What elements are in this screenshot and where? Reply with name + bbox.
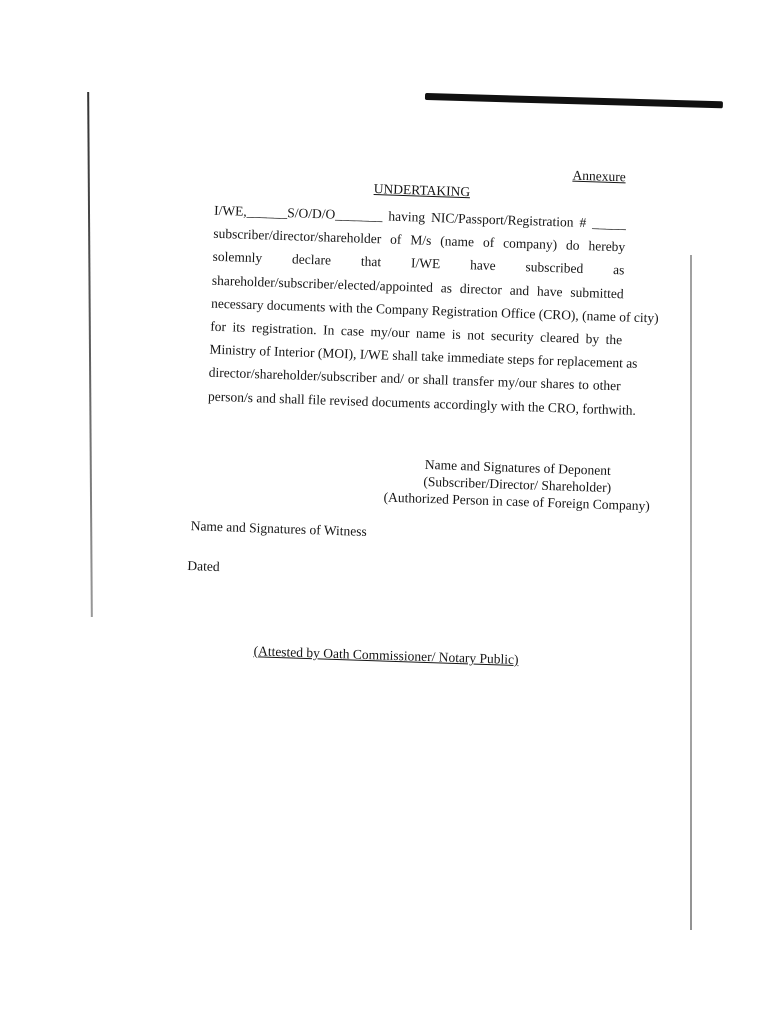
- body-line-4: shareholder/subscriber/elected/appointed as director and have submitted: [211, 272, 624, 301]
- deponent-line-1: Name and Signatures of Deponent: [424, 456, 611, 479]
- deponent-line-2: (Subscriber/Director/ Shareholder): [423, 473, 612, 496]
- body-line-8: director/shareholder/subscriber and/ or shall transfer my/our shares to other: [208, 364, 621, 394]
- body-line-1: I/WE,______S/O/D/O_______ having NIC/Passport/Registration # _____: [213, 202, 627, 232]
- undertaking-body: [207, 199, 659, 421]
- body-line-9: person/s and shall file revised documents accordingly with the CRO, forthwith.: [207, 388, 637, 418]
- body-line-7: Ministry of Interior (MOI), I/WE shall take immediate steps for replacement as: [209, 341, 638, 371]
- dated-label: Dated: [187, 558, 220, 575]
- body-line-5: necessary documents with the Company Registration Office (CRO), (name of city): [210, 295, 659, 326]
- annexure-label: Annexure: [572, 167, 627, 185]
- body-line-3: solemnly declare that I/WE have subscribed as: [212, 249, 625, 278]
- deponent-line-3: (Authorized Person in case of Foreign Company): [383, 489, 650, 514]
- deponent-signature-block: [376, 454, 658, 514]
- body-line-6: for its registration. In case my/our name is not security cleared by the: [210, 318, 623, 348]
- attestation-note: (Attested by Oath Commissioner/ Notary Public): [253, 643, 519, 668]
- body-line-2: subscriber/director/shareholder of M/s (name of company) do hereby: [213, 225, 626, 255]
- witness-signature-label: Name and Signatures of Witness: [190, 518, 368, 539]
- document-title: UNDERTAKING: [373, 181, 471, 200]
